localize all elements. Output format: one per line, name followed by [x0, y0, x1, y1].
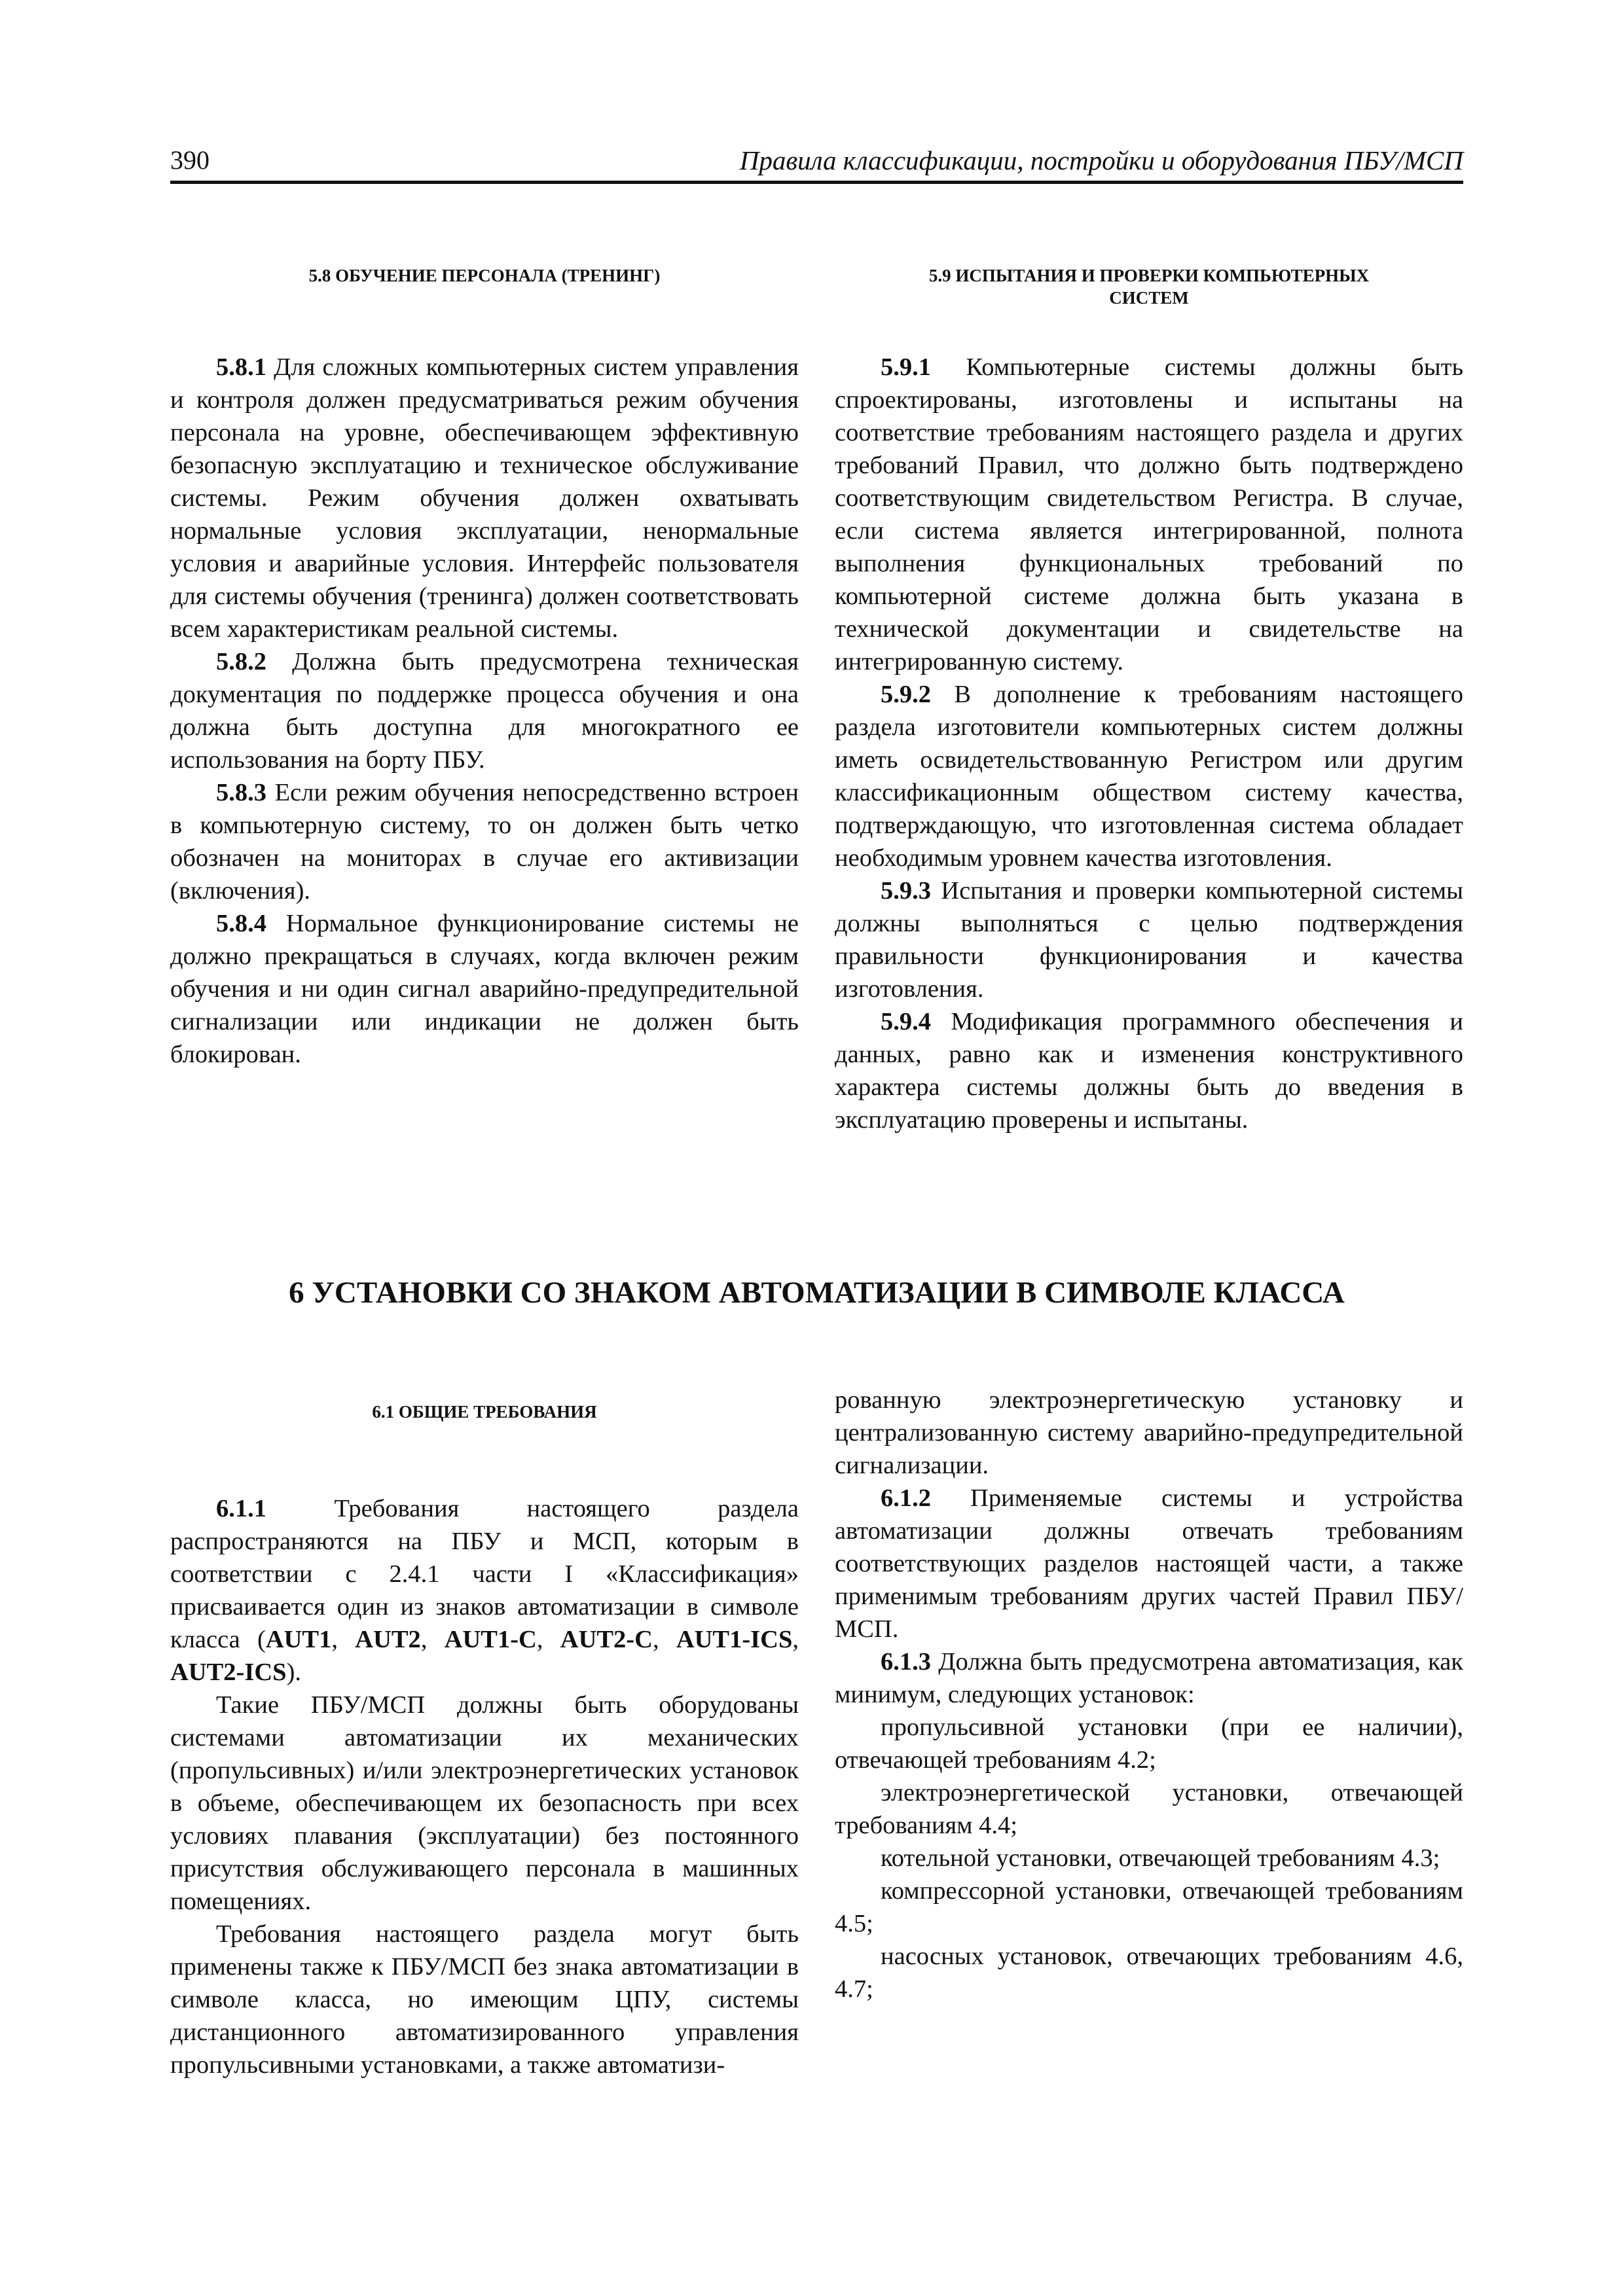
section-5-9: [835, 264, 1463, 1136]
clause-number: 5.9.4: [881, 1008, 931, 1035]
list-item: котельной установки, отвечающей требованиям 4.3;: [881, 1844, 1440, 1872]
list-item: насосных установок, отвечающих требованиям 4.6, 4.7;: [835, 1943, 1463, 2003]
class-mark: AUT1-ICS: [676, 1626, 793, 1653]
paragraph-continuation: рованную электроэнергетическую установку и централизованную систему аварийно-предупредительной сигнализации.: [835, 1386, 1463, 1479]
clause-number: 5.9.2: [881, 681, 931, 708]
section-5-8: [170, 264, 799, 1071]
paragraph-requirements-applicability: Требования настоящего раздела могут быть применены также к ПБУ/МСП без знака автоматизации в символе класса, но имеющим ЦПУ, системы дистанционного автоматизированного управления пропульсивными установками, а также автоматизи-: [170, 1920, 799, 2079]
list-item: компрессорной установки, отвечающей требованиям 4.5;: [835, 1877, 1463, 1937]
clause-number: 5.8.4: [216, 910, 266, 937]
paragraph-5-8-3: 5.8.3 Если режим обучения непосредственно встроен в компьютерную систему, то он должен быть четко обозначен на мониторах в случае его активизации (включения).: [170, 779, 799, 905]
section-6-1-left: [170, 1401, 799, 2081]
clause-number: 5.8.1: [216, 353, 266, 381]
clause-number: 5.9.1: [881, 353, 931, 381]
running-title: Правила классификации, постройки и оборудования ПБУ/МСП: [739, 145, 1463, 175]
paragraph-5-8-1: 5.8.1 Для сложных компьютерных систем управления и контроля должен предусматриваться режим обучения персонала на уровне, обеспечивающем эффективную безопасную эксплуатацию и техническое обслуживание системы. Режим обучения должен охватывать нормальные условия эксплуатации, ненормальные условия и аварийные условия. Интерфейс пользователя для системы обучения (тренинга) должен соответствовать всем характеристикам реальной системы.: [170, 353, 799, 643]
paragraph-5-9-1: 5.9.1 Компьютерные системы должны быть спроектированы, изготовлены и испытаны на соответствие требованиям настоящего раздела и других требований Правил, что должно быть подтверждено соответствующим свидетельством Регистра. В случае, если система является интегрированной, полнота выполнения функциональных требований по компьютерной системе должна быть указана в технической документации и свидетельстве на интегрированную систему.: [835, 353, 1463, 675]
clause-number: 6.1.3: [881, 1648, 931, 1676]
section-heading-5-8: 5.8 ОБУЧЕНИЕ ПЕРСОНАЛА (ТРЕНИНГ): [308, 266, 661, 285]
list-item: пропульсивной установки (при ее наличии), отвечающей требованиям 4.2;: [835, 1713, 1463, 1774]
paragraph-such-units: Такие ПБУ/МСП должны быть оборудованы системами автоматизации их механических (пропульсивных) и/или электроэнергетических установок в объеме, обеспечивающем их безопасность при всех условиях плавания (эксплуатации) без постоянного присутствия обслуживающего персонала в машинных помещениях.: [170, 1691, 799, 1915]
clause-number: 5.8.2: [216, 648, 266, 675]
paragraph-5-9-4: 5.9.4 Модификация программного обеспечения и данных, равно как и изменения конструктивного характера системы должны быть до введения в эксплуатацию проверены и испытаны.: [835, 1008, 1463, 1134]
class-mark: AUT1-C: [444, 1626, 537, 1653]
paragraph-6-1-2: 6.1.2 Применяемые системы и устройства автоматизации должны отвечать требованиям соответствующих разделов настоящей части, а также применимым требованиям других частей Правил ПБУ/МСП.: [835, 1484, 1463, 1643]
section-heading-6-1: 6.1 ОБЩИЕ ТРЕБОВАНИЯ: [372, 1402, 597, 1422]
paragraph-5-8-2: 5.8.2 Должна быть предусмотрена техническая документация по поддержке процесса обучения и она должна быть доступна для многократного ее использования на борту ПБУ.: [170, 648, 799, 774]
clause-number: 6.1.2: [881, 1484, 931, 1512]
section-6-1-right: [835, 1384, 1463, 2005]
running-header: [170, 137, 1463, 184]
clause-number: 5.9.3: [881, 877, 931, 905]
paragraph-5-8-4: 5.8.4 Нормальное функционирование системы не должно прекращаться в случаях, когда включен режим обучения и ни один сигнал аварийно-предупредительной сигнализации или индикации не должен быть блокирован.: [170, 910, 799, 1068]
class-mark: AUT2-ICS: [170, 1659, 287, 1686]
section-heading-5-9: 5.9 ИСПЫТАНИЯ И ПРОВЕРКИ КОМПЬЮТЕРНЫХ СИСТЕМ: [928, 266, 1370, 308]
class-mark: AUT2: [355, 1626, 421, 1653]
class-mark: AUT2-C: [560, 1626, 653, 1653]
clause-number: 5.8.3: [216, 779, 266, 806]
page-number: 390: [170, 145, 210, 175]
clause-number: 6.1.1: [216, 1495, 266, 1522]
class-mark: AUT1: [265, 1626, 332, 1653]
paragraph-6-1-3: 6.1.3 Должна быть предусмотрена автоматизация, как минимум, следующих установок:: [835, 1648, 1463, 1708]
paragraph-5-9-3: 5.9.3 Испытания и проверки компьютерной системы должны выполняться с целью подтверждения правильности функционирования и качества изготовления.: [835, 877, 1463, 1003]
list-item: электроэнергетической установки, отвечающей требованиям 4.4;: [835, 1779, 1463, 1839]
paragraph-6-1-1: 6.1.1 Требования настоящего раздела распространяются на ПБУ и МСП, которым в соответствии с 2.4.1 части I «Классификация» присваивается один из знаков автоматизации в символе класса (AUT1, AUT2, AUT1-C, AUT2-C, AUT1-ICS, AUT2-ICS).: [170, 1495, 799, 1686]
chapter-title: 6 УСТАНОВКИ СО ЗНАКОМ АВТОМАТИЗАЦИИ В СИМВОЛЕ КЛАССА: [289, 1276, 1345, 1310]
paragraph-5-9-2: 5.9.2 В дополнение к требованиям настоящего раздела изготовители компьютерных систем должны иметь освидетельствованную Регистром или другим классификационным обществом систему качества, подтверждающую, что изготовленная система обладает необходимым уровнем качества изготовления.: [835, 681, 1463, 872]
